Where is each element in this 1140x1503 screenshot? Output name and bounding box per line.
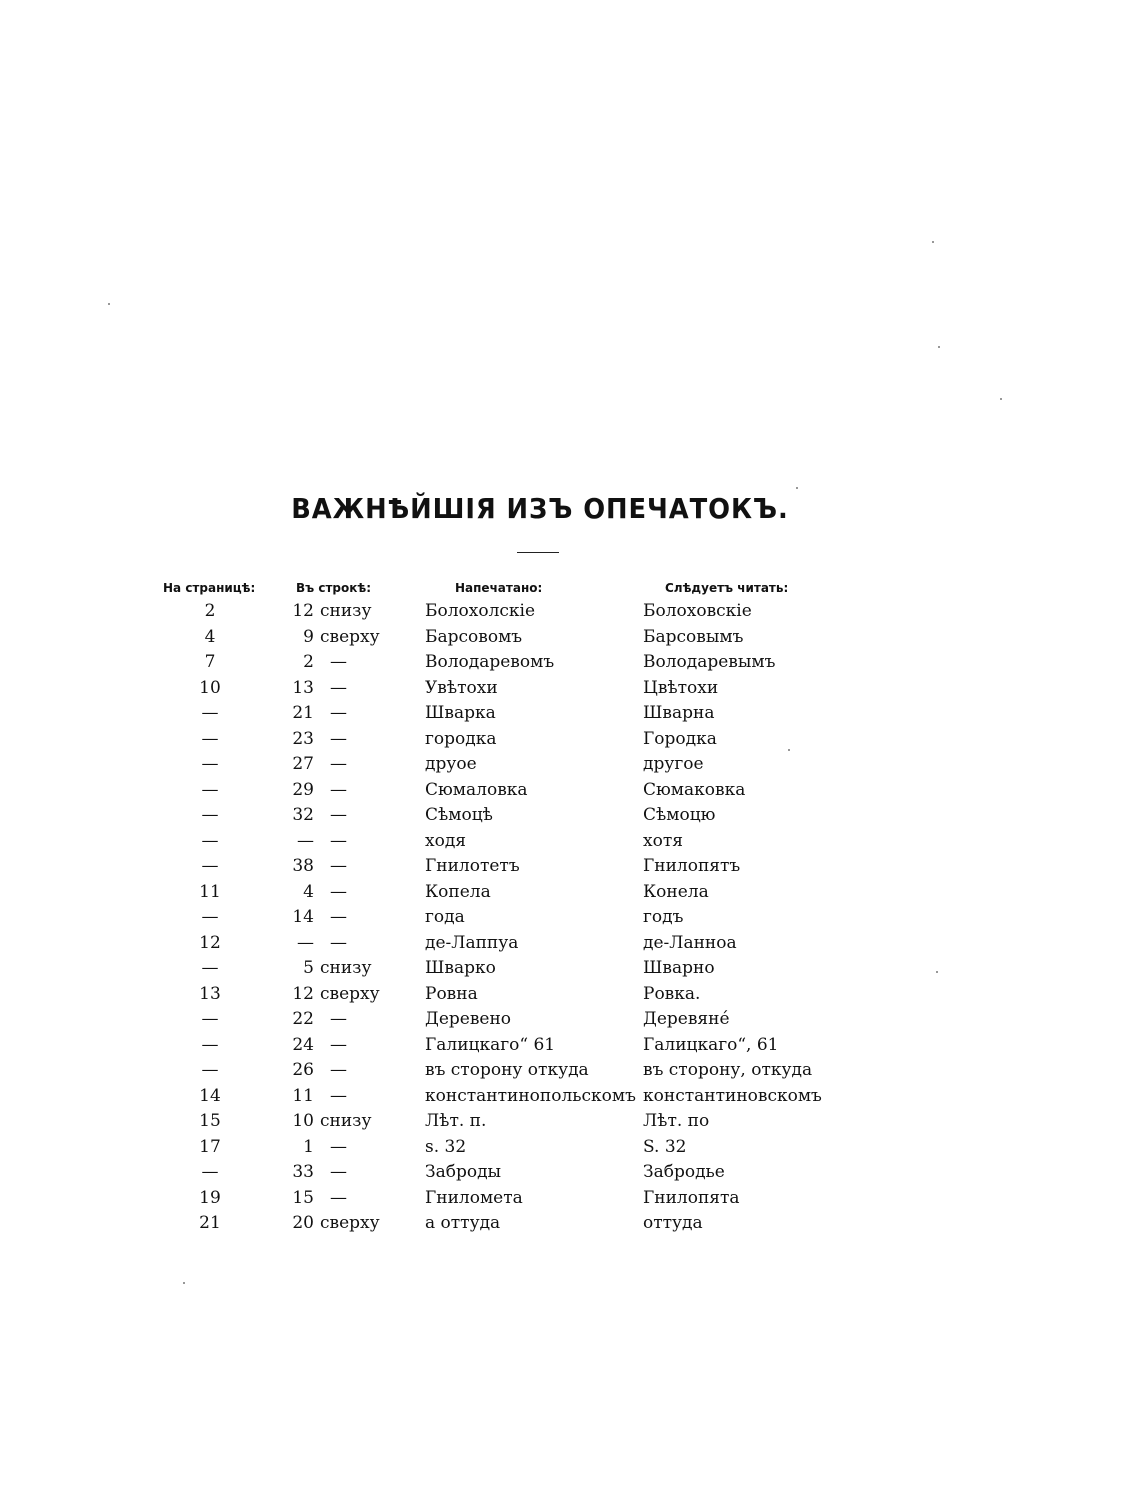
cell-position: снизу xyxy=(320,601,372,621)
cell-read: Барсовымъ xyxy=(643,626,744,647)
paper-speck xyxy=(788,749,790,751)
cell-line: 20 xyxy=(292,1213,314,1233)
header-line: Въ строкѣ: xyxy=(296,581,372,595)
cell-position: — xyxy=(330,881,347,902)
cell-printed: Сюмаловка xyxy=(425,779,528,800)
cell-page: — xyxy=(201,907,219,927)
cell-read: S. 32 xyxy=(643,1136,687,1157)
table-row xyxy=(0,600,1140,626)
cell-read: Шварна xyxy=(643,703,715,723)
table-row xyxy=(0,626,1140,652)
cell-position: — xyxy=(330,805,347,825)
cell-page: 7 xyxy=(204,652,216,672)
cell-printed: въ сторону откуда xyxy=(425,1060,589,1080)
paper-speck xyxy=(1000,398,1002,400)
cell-line: 21 xyxy=(292,703,314,723)
cell-page: 12 xyxy=(199,932,221,953)
cell-printed: друое xyxy=(425,754,477,774)
cell-position: — xyxy=(330,1009,347,1029)
cell-read: Цвѣтохи xyxy=(643,677,719,698)
cell-page: — xyxy=(201,1060,219,1080)
table-row xyxy=(0,728,1140,754)
table-body xyxy=(0,600,1140,1238)
cell-read: оттуда xyxy=(643,1213,703,1233)
cell-line: 32 xyxy=(292,805,314,825)
cell-read: Шварно xyxy=(643,958,715,978)
header-printed: Напечатано: xyxy=(455,581,543,595)
cell-read: въ сторону, откуда xyxy=(643,1060,813,1080)
paper-speck xyxy=(796,487,798,489)
cell-page: — xyxy=(201,703,219,723)
cell-page: — xyxy=(201,805,219,825)
cell-position: — xyxy=(330,907,347,927)
cell-read: Городка xyxy=(643,728,717,749)
table-row xyxy=(0,1187,1140,1213)
cell-page: — xyxy=(201,830,219,851)
cell-printed: а оттуда xyxy=(425,1213,501,1233)
table-row xyxy=(0,881,1140,907)
cell-printed: года xyxy=(425,907,465,927)
title-divider xyxy=(517,552,559,553)
cell-line: 27 xyxy=(292,754,314,774)
cell-read: годъ xyxy=(643,907,684,927)
cell-page: — xyxy=(201,779,219,800)
cell-position: — xyxy=(330,1187,347,1208)
cell-read: де-Ланноа xyxy=(643,932,737,953)
cell-position: — xyxy=(330,754,347,774)
cell-read: Володаревымъ xyxy=(643,652,776,672)
cell-page: 17 xyxy=(199,1136,221,1157)
cell-printed: Лѣт. п. xyxy=(425,1111,487,1131)
table-row xyxy=(0,702,1140,728)
cell-read: Гнилопятъ xyxy=(643,856,741,876)
cell-line: 24 xyxy=(292,1034,314,1055)
cell-position: — xyxy=(330,932,347,953)
cell-page: 4 xyxy=(204,626,216,647)
cell-read: Конела xyxy=(643,881,709,902)
cell-printed: Болохолскіе xyxy=(425,601,536,621)
table-row xyxy=(0,1110,1140,1136)
cell-printed: Заброды xyxy=(425,1162,502,1182)
cell-printed: городка xyxy=(425,728,497,749)
table-row xyxy=(0,1136,1140,1162)
cell-position: — xyxy=(330,1034,347,1055)
cell-read: константиновскомъ xyxy=(643,1085,822,1106)
paper-speck xyxy=(936,971,938,973)
page-title: ВАЖНѢЙШІЯ ИЗЪ ОПЕЧАТОКЪ. xyxy=(291,492,789,525)
header-read: Слѣдуетъ читать: xyxy=(665,581,789,595)
paper-speck xyxy=(932,241,934,243)
table-row xyxy=(0,1085,1140,1111)
cell-line: 13 xyxy=(292,677,314,698)
cell-line: 11 xyxy=(292,1085,314,1106)
cell-position: — xyxy=(330,677,347,698)
cell-printed: Шварко xyxy=(425,958,496,978)
cell-line: 12 xyxy=(292,601,314,621)
cell-page: 15 xyxy=(199,1111,221,1131)
cell-page: — xyxy=(201,958,219,978)
table-row xyxy=(0,677,1140,703)
cell-page: 14 xyxy=(199,1085,221,1106)
table-row xyxy=(0,957,1140,983)
cell-printed: s. 32 xyxy=(425,1136,467,1157)
cell-position: снизу xyxy=(320,958,372,978)
cell-line: 22 xyxy=(292,1009,314,1029)
cell-position: — xyxy=(330,1085,347,1106)
cell-page: 10 xyxy=(199,677,221,698)
cell-page: — xyxy=(201,1034,219,1055)
cell-line: 33 xyxy=(292,1162,314,1182)
table-row xyxy=(0,983,1140,1009)
cell-page: 2 xyxy=(204,601,216,621)
cell-read: Деревянé xyxy=(643,1009,730,1029)
cell-line: 1 xyxy=(303,1136,314,1157)
cell-read: Гнилопята xyxy=(643,1187,740,1208)
cell-position: — xyxy=(330,728,347,749)
table-row xyxy=(0,804,1140,830)
cell-line: — xyxy=(297,932,314,953)
cell-line: 10 xyxy=(292,1111,314,1131)
cell-line: — xyxy=(297,830,314,851)
cell-line: 9 xyxy=(303,626,314,647)
cell-position: снизу xyxy=(320,1111,372,1131)
cell-printed: Гниломета xyxy=(425,1187,523,1208)
table-row xyxy=(0,1008,1140,1034)
cell-line: 4 xyxy=(303,881,314,902)
cell-printed: Ровна xyxy=(425,983,478,1004)
cell-printed: ходя xyxy=(425,830,467,851)
header-page: На страницѣ: xyxy=(163,581,256,595)
table-row xyxy=(0,1034,1140,1060)
paper-speck xyxy=(938,346,940,348)
cell-read: Сюмаковка xyxy=(643,779,746,800)
cell-read: Галицкаго“, 61 xyxy=(643,1034,779,1055)
cell-printed: Володаревомъ xyxy=(425,652,555,672)
cell-printed: Гнилотетъ xyxy=(425,856,520,876)
cell-printed: константинопольскомъ xyxy=(425,1085,636,1106)
cell-position: — xyxy=(330,1136,347,1157)
table-row xyxy=(0,779,1140,805)
cell-page: 11 xyxy=(199,881,221,902)
table-row xyxy=(0,1212,1140,1238)
paper-speck xyxy=(108,303,110,305)
cell-line: 14 xyxy=(292,907,314,927)
cell-printed: Барсовомъ xyxy=(425,626,523,647)
cell-position: сверху xyxy=(320,626,380,647)
cell-printed: Деревено xyxy=(425,1009,512,1029)
cell-position: сверху xyxy=(320,1213,380,1233)
table-row xyxy=(0,932,1140,958)
cell-position: — xyxy=(330,779,347,800)
cell-page: 13 xyxy=(199,983,221,1004)
cell-page: — xyxy=(201,728,219,749)
table-row xyxy=(0,830,1140,856)
cell-page: — xyxy=(201,1162,219,1182)
cell-page: 19 xyxy=(199,1187,221,1208)
cell-page: — xyxy=(201,856,219,876)
table-row xyxy=(0,753,1140,779)
table-row xyxy=(0,855,1140,881)
cell-read: Ровка. xyxy=(643,983,701,1004)
cell-page: — xyxy=(201,754,219,774)
cell-printed: Копела xyxy=(425,881,491,902)
cell-position: сверху xyxy=(320,983,380,1004)
cell-position: — xyxy=(330,1060,347,1080)
cell-position: — xyxy=(330,1162,347,1182)
paper-speck xyxy=(183,1282,185,1284)
table-row xyxy=(0,651,1140,677)
cell-line: 26 xyxy=(292,1060,314,1080)
table-row xyxy=(0,1059,1140,1085)
table-row xyxy=(0,1161,1140,1187)
cell-printed: Галицкаго“ 61 xyxy=(425,1034,556,1055)
cell-printed: Увѣтохи xyxy=(425,677,498,698)
cell-read: Лѣт. по xyxy=(643,1111,710,1131)
cell-position: — xyxy=(330,830,347,851)
cell-line: 2 xyxy=(303,652,314,672)
cell-printed: Сѣмоцѣ xyxy=(425,805,493,825)
cell-line: 5 xyxy=(303,958,314,978)
table-row xyxy=(0,906,1140,932)
cell-line: 12 xyxy=(292,983,314,1004)
cell-position: — xyxy=(330,703,347,723)
cell-read: Забродье xyxy=(643,1162,725,1182)
cell-position: — xyxy=(330,652,347,672)
errata-table xyxy=(0,578,1140,1238)
cell-printed: де-Лаппуа xyxy=(425,932,519,953)
cell-read: другое xyxy=(643,754,704,774)
cell-line: 38 xyxy=(292,856,314,876)
cell-page: — xyxy=(201,1009,219,1029)
cell-read: Болоховскіе xyxy=(643,601,752,621)
cell-position: — xyxy=(330,856,347,876)
cell-read: Сѣмоцю xyxy=(643,805,716,825)
cell-line: 15 xyxy=(292,1187,314,1208)
cell-line: 29 xyxy=(292,779,314,800)
table-header xyxy=(0,578,1140,600)
cell-line: 23 xyxy=(292,728,314,749)
cell-printed: Шварка xyxy=(425,703,496,723)
cell-page: 21 xyxy=(199,1213,221,1233)
cell-read: хотя xyxy=(643,830,683,851)
